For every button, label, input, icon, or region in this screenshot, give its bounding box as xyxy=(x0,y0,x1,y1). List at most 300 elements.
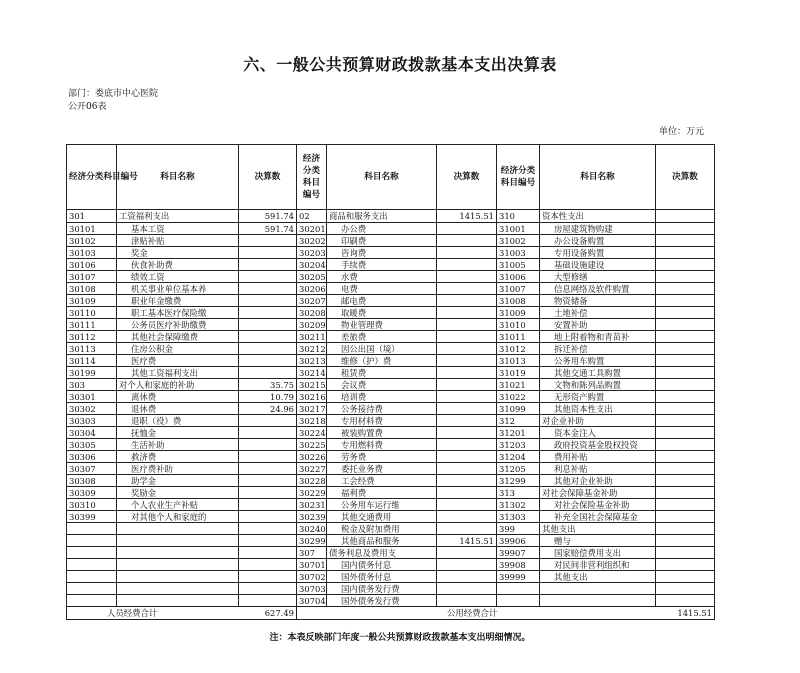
cell-amount-2 xyxy=(437,283,497,295)
table-row xyxy=(67,535,715,547)
cell-amount-2 xyxy=(437,511,497,523)
cell-amount-1 xyxy=(239,487,297,499)
cell-amount-1 xyxy=(239,427,297,439)
cell-amount-3 xyxy=(656,235,715,247)
cell-name-1: 其他工资福利支出 xyxy=(117,367,239,379)
cell-amount-2 xyxy=(437,235,497,247)
cell-code-1: 30111 xyxy=(67,319,117,331)
cell-code-2: 30216 xyxy=(297,391,327,403)
cell-name-3: 其他对企业补助 xyxy=(540,475,656,487)
cell-amount-3 xyxy=(656,295,715,307)
cell-code-2: 30227 xyxy=(297,463,327,475)
cell-code-1 xyxy=(67,523,117,535)
cell-amount-2 xyxy=(437,367,497,379)
header-code-1: 经济分类科目编号 xyxy=(67,145,117,210)
cell-code-2: 30215 xyxy=(297,379,327,391)
cell-code-2: 30204 xyxy=(297,259,327,271)
cell-code-3 xyxy=(497,595,540,607)
cell-name-1: 离休费 xyxy=(117,391,239,403)
cell-name-1: 救济费 xyxy=(117,451,239,463)
cell-amount-3 xyxy=(656,331,715,343)
table-row xyxy=(67,559,715,571)
cell-name-2: 印刷费 xyxy=(327,235,437,247)
cell-code-2: 30225 xyxy=(297,439,327,451)
cell-code-2: 30226 xyxy=(297,451,327,463)
cell-code-1: 30301 xyxy=(67,391,117,403)
cell-code-2: 30203 xyxy=(297,247,327,259)
cell-code-1 xyxy=(67,595,117,607)
table-row xyxy=(67,511,715,523)
cell-name-2: 因公出国（境） xyxy=(327,343,437,355)
cell-code-1: 30305 xyxy=(67,439,117,451)
cell-name-1 xyxy=(117,535,239,547)
table-body xyxy=(67,210,715,607)
cell-amount-1 xyxy=(239,463,297,475)
cell-code-2: 30202 xyxy=(297,235,327,247)
cell-code-2: 30224 xyxy=(297,427,327,439)
cell-amount-2 xyxy=(437,559,497,571)
cell-name-3: 其他交通工具购置 xyxy=(540,367,656,379)
header-code-3: 经济分类科目编号 xyxy=(497,145,540,210)
cell-name-1 xyxy=(117,583,239,595)
cell-amount-1 xyxy=(239,475,297,487)
cell-amount-2 xyxy=(437,331,497,343)
header-amount-1: 决算数 xyxy=(239,145,297,210)
table-row xyxy=(67,367,715,379)
cell-amount-3 xyxy=(656,403,715,415)
cell-name-1: 职工基本医疗保险缴 xyxy=(117,307,239,319)
cell-name-1: 基本工资 xyxy=(117,223,239,235)
cell-code-3: 312 xyxy=(497,415,540,427)
cell-code-2: 30228 xyxy=(297,475,327,487)
table-row xyxy=(67,463,715,475)
cell-code-1: 30309 xyxy=(67,487,117,499)
cell-code-2: 30211 xyxy=(297,331,327,343)
cell-code-1: 30114 xyxy=(67,355,117,367)
cell-amount-3 xyxy=(656,367,715,379)
cell-name-1: 职业年金缴费 xyxy=(117,295,239,307)
cell-code-3: 310 xyxy=(497,210,540,223)
cell-name-2: 公务用车运行维 xyxy=(327,499,437,511)
cell-code-1: 30102 xyxy=(67,235,117,247)
cell-code-1: 30308 xyxy=(67,475,117,487)
cell-amount-2 xyxy=(437,487,497,499)
cell-amount-3 xyxy=(656,475,715,487)
table-row xyxy=(67,295,715,307)
cell-amount-2 xyxy=(437,259,497,271)
cell-name-3: 专用设备购置 xyxy=(540,247,656,259)
cell-amount-3 xyxy=(656,511,715,523)
cell-code-1: 30107 xyxy=(67,271,117,283)
cell-code-2: 30205 xyxy=(297,271,327,283)
cell-amount-1 xyxy=(239,595,297,607)
cell-code-1: 30306 xyxy=(67,451,117,463)
cell-amount-1 xyxy=(239,247,297,259)
header-code-2: 经济分类科目编号 xyxy=(297,145,327,210)
cell-amount-3 xyxy=(656,523,715,535)
cell-name-3: 对社会保险基金补助 xyxy=(540,499,656,511)
cell-name-3: 资本性支出 xyxy=(540,210,656,223)
cell-amount-3 xyxy=(656,439,715,451)
cell-name-1: 其他社会保障缴费 xyxy=(117,331,239,343)
cell-name-2: 维修（护）费 xyxy=(327,355,437,367)
cell-code-1 xyxy=(67,535,117,547)
cell-amount-2 xyxy=(437,571,497,583)
cell-name-3: 赠与 xyxy=(540,535,656,547)
cell-code-2: 30208 xyxy=(297,307,327,319)
cell-code-1: 30101 xyxy=(67,223,117,235)
cell-code-3: 39908 xyxy=(497,559,540,571)
cell-name-3: 物资储备 xyxy=(540,295,656,307)
cell-code-1 xyxy=(67,547,117,559)
cell-code-2: 30214 xyxy=(297,367,327,379)
cell-name-3: 对民间非营利组织和 xyxy=(540,559,656,571)
cell-amount-3 xyxy=(656,391,715,403)
cell-amount-2 xyxy=(437,223,497,235)
cell-amount-1 xyxy=(239,319,297,331)
cell-amount-2 xyxy=(437,271,497,283)
cell-name-1: 津贴补贴 xyxy=(117,235,239,247)
cell-code-3: 39999 xyxy=(497,571,540,583)
cell-name-1 xyxy=(117,595,239,607)
cell-code-1: 30399 xyxy=(67,511,117,523)
cell-code-2: 30240 xyxy=(297,523,327,535)
cell-name-2: 手续费 xyxy=(327,259,437,271)
cell-code-3: 31008 xyxy=(497,295,540,307)
table-row xyxy=(67,391,715,403)
cell-amount-1 xyxy=(239,583,297,595)
table-row xyxy=(67,331,715,343)
cell-code-1 xyxy=(67,583,117,595)
cell-amount-2 xyxy=(437,451,497,463)
cell-name-3: 其他支出 xyxy=(540,523,656,535)
table-row xyxy=(67,355,715,367)
cell-name-2: 被装购置费 xyxy=(327,427,437,439)
cell-amount-2 xyxy=(437,295,497,307)
cell-name-2: 专用材料费 xyxy=(327,415,437,427)
table-row xyxy=(67,283,715,295)
public-total-label: 公用经费合计 xyxy=(447,608,498,618)
cell-amount-1 xyxy=(239,511,297,523)
cell-name-1: 奖励金 xyxy=(117,487,239,499)
cell-amount-3 xyxy=(656,283,715,295)
cell-amount-2 xyxy=(437,391,497,403)
cell-code-3: 39907 xyxy=(497,547,540,559)
table-row xyxy=(67,343,715,355)
cell-code-1: 30304 xyxy=(67,427,117,439)
personnel-total-cell xyxy=(67,607,297,620)
cell-name-3: 地上附着物和青苗补 xyxy=(540,331,656,343)
cell-code-2: 30299 xyxy=(297,535,327,547)
form-number: 公开06表 xyxy=(68,102,107,112)
cell-amount-1: 35.75 xyxy=(239,379,297,391)
cell-amount-2 xyxy=(437,319,497,331)
cell-code-3: 31203 xyxy=(497,439,540,451)
cell-code-3 xyxy=(497,583,540,595)
cell-code-3: 31299 xyxy=(497,475,540,487)
cell-amount-3 xyxy=(656,463,715,475)
cell-name-1: 抚恤金 xyxy=(117,427,239,439)
cell-code-1: 30113 xyxy=(67,343,117,355)
table-row xyxy=(67,499,715,511)
cell-amount-3 xyxy=(656,355,715,367)
cell-amount-1: 591.74 xyxy=(239,223,297,235)
cell-code-2: 30206 xyxy=(297,283,327,295)
table-row xyxy=(67,210,715,223)
cell-code-3: 31006 xyxy=(497,271,540,283)
header-amount-2: 决算数 xyxy=(437,145,497,210)
cell-name-3: 国家赔偿费用支出 xyxy=(540,547,656,559)
cell-code-3: 31021 xyxy=(497,379,540,391)
footnote: 注：本表反映部门年度一般公共预算财政拨款基本支出明细情况。 xyxy=(269,633,531,643)
cell-amount-2 xyxy=(437,463,497,475)
cell-name-1: 助学金 xyxy=(117,475,239,487)
cell-amount-3 xyxy=(656,271,715,283)
cell-code-1 xyxy=(67,571,117,583)
cell-amount-2 xyxy=(437,427,497,439)
cell-amount-3 xyxy=(656,595,715,607)
cell-code-3: 31005 xyxy=(497,259,540,271)
header-amount-3: 决算数 xyxy=(656,145,715,210)
table-row xyxy=(67,259,715,271)
cell-name-2: 培训费 xyxy=(327,391,437,403)
department-label: 部门：娄底市中心医院 xyxy=(68,89,159,99)
cell-name-3: 其他资本性支出 xyxy=(540,403,656,415)
cell-amount-1 xyxy=(239,295,297,307)
public-total-value: 1415.51 xyxy=(677,608,712,618)
cell-amount-2 xyxy=(437,499,497,511)
cell-code-3: 31009 xyxy=(497,307,540,319)
cell-name-2: 债务利息及费用支 xyxy=(327,547,437,559)
table-row xyxy=(67,427,715,439)
cell-code-2: 02 xyxy=(297,210,327,223)
cell-code-3: 31013 xyxy=(497,355,540,367)
cell-name-2: 国内债务发行费 xyxy=(327,583,437,595)
cell-code-3: 31019 xyxy=(497,367,540,379)
cell-name-1 xyxy=(117,547,239,559)
cell-code-3: 31022 xyxy=(497,391,540,403)
cell-amount-2 xyxy=(437,523,497,535)
cell-amount-1 xyxy=(239,499,297,511)
cell-code-2: 30231 xyxy=(297,499,327,511)
cell-amount-1 xyxy=(239,415,297,427)
cell-name-1: 奖金 xyxy=(117,247,239,259)
cell-amount-2 xyxy=(437,307,497,319)
cell-code-2: 30201 xyxy=(297,223,327,235)
cell-code-3: 31099 xyxy=(497,403,540,415)
header-name-2: 科目名称 xyxy=(327,145,437,210)
cell-name-3: 土地补偿 xyxy=(540,307,656,319)
cell-name-2: 国外债务付息 xyxy=(327,571,437,583)
cell-amount-2 xyxy=(437,343,497,355)
cell-amount-2: 1415.51 xyxy=(437,535,497,547)
cell-code-1: 30110 xyxy=(67,307,117,319)
cell-amount-2 xyxy=(437,547,497,559)
cell-amount-2: 1415.51 xyxy=(437,210,497,223)
cell-amount-1 xyxy=(239,259,297,271)
cell-code-1: 30109 xyxy=(67,295,117,307)
table-row xyxy=(67,523,715,535)
cell-code-1: 301 xyxy=(67,210,117,223)
cell-name-1: 个人农业生产补贴 xyxy=(117,499,239,511)
cell-name-1 xyxy=(117,559,239,571)
cell-name-3: 办公设备购置 xyxy=(540,235,656,247)
table-row xyxy=(67,271,715,283)
cell-name-3: 费用补贴 xyxy=(540,451,656,463)
cell-name-2: 电费 xyxy=(327,283,437,295)
cell-code-2: 307 xyxy=(297,547,327,559)
cell-amount-3 xyxy=(656,379,715,391)
cell-code-3: 31011 xyxy=(497,331,540,343)
cell-name-2: 差旅费 xyxy=(327,331,437,343)
cell-name-2: 取暖费 xyxy=(327,307,437,319)
cell-name-2: 租赁费 xyxy=(327,367,437,379)
cell-amount-3 xyxy=(656,259,715,271)
cell-name-1 xyxy=(117,523,239,535)
cell-name-1: 医疗费 xyxy=(117,355,239,367)
cell-name-1: 退职（役）费 xyxy=(117,415,239,427)
totals-row xyxy=(67,607,715,620)
cell-name-2: 办公费 xyxy=(327,223,437,235)
cell-amount-1 xyxy=(239,451,297,463)
cell-amount-1 xyxy=(239,559,297,571)
personnel-total-value: 627.49 xyxy=(264,608,294,618)
cell-code-3: 31003 xyxy=(497,247,540,259)
personnel-total-label: 人员经费合计 xyxy=(107,608,158,618)
cell-amount-1 xyxy=(239,535,297,547)
cell-code-3: 31303 xyxy=(497,511,540,523)
cell-code-1 xyxy=(67,559,117,571)
cell-name-2: 邮电费 xyxy=(327,295,437,307)
cell-code-1: 30302 xyxy=(67,403,117,415)
cell-amount-1 xyxy=(239,523,297,535)
cell-amount-1 xyxy=(239,235,297,247)
cell-code-1: 30307 xyxy=(67,463,117,475)
cell-code-2: 30702 xyxy=(297,571,327,583)
cell-name-1: 绩效工资 xyxy=(117,271,239,283)
cell-amount-3 xyxy=(656,307,715,319)
cell-code-1: 30112 xyxy=(67,331,117,343)
cell-code-3: 31204 xyxy=(497,451,540,463)
cell-code-3: 399 xyxy=(497,523,540,535)
cell-name-3: 信息网络及软件购置 xyxy=(540,283,656,295)
expenditure-table xyxy=(66,144,715,620)
cell-code-3: 31302 xyxy=(497,499,540,511)
cell-code-2: 30218 xyxy=(297,415,327,427)
cell-name-2: 商品和服务支出 xyxy=(327,210,437,223)
cell-amount-2 xyxy=(437,583,497,595)
cell-amount-3 xyxy=(656,535,715,547)
table-row xyxy=(67,415,715,427)
cell-name-3 xyxy=(540,583,656,595)
cell-amount-1 xyxy=(239,571,297,583)
cell-amount-3 xyxy=(656,499,715,511)
cell-name-2: 国外债务发行费 xyxy=(327,595,437,607)
cell-name-1: 对其他个人和家庭的 xyxy=(117,511,239,523)
cell-code-2: 30212 xyxy=(297,343,327,355)
cell-name-3: 基础设施建设 xyxy=(540,259,656,271)
cell-name-2: 工会经费 xyxy=(327,475,437,487)
cell-name-2: 物业管理费 xyxy=(327,319,437,331)
table-row xyxy=(67,307,715,319)
cell-amount-3 xyxy=(656,571,715,583)
cell-amount-3 xyxy=(656,319,715,331)
cell-name-2: 劳务费 xyxy=(327,451,437,463)
table-row xyxy=(67,583,715,595)
cell-name-2: 国内债务付息 xyxy=(327,559,437,571)
header-name-3: 科目名称 xyxy=(540,145,656,210)
table-row xyxy=(67,547,715,559)
cell-amount-3 xyxy=(656,559,715,571)
cell-amount-2 xyxy=(437,595,497,607)
cell-code-3: 31012 xyxy=(497,343,540,355)
cell-amount-3 xyxy=(656,343,715,355)
cell-name-2: 会议费 xyxy=(327,379,437,391)
cell-code-3: 39906 xyxy=(497,535,540,547)
cell-amount-2 xyxy=(437,247,497,259)
cell-name-2: 其他交通费用 xyxy=(327,511,437,523)
table-row xyxy=(67,451,715,463)
cell-amount-3 xyxy=(656,247,715,259)
cell-name-2: 委托业务费 xyxy=(327,463,437,475)
cell-amount-1 xyxy=(239,331,297,343)
cell-name-1: 退休费 xyxy=(117,403,239,415)
cell-code-1: 30108 xyxy=(67,283,117,295)
cell-amount-3 xyxy=(656,451,715,463)
cell-name-3: 补充全国社会保障基金 xyxy=(540,511,656,523)
table-row xyxy=(67,403,715,415)
cell-name-1: 工资福利支出 xyxy=(117,210,239,223)
cell-name-3: 文物和陈列品购置 xyxy=(540,379,656,391)
cell-code-2: 30229 xyxy=(297,487,327,499)
cell-name-3: 资本金注入 xyxy=(540,427,656,439)
cell-name-3: 对社会保障基金补助 xyxy=(540,487,656,499)
cell-name-1: 医疗费补助 xyxy=(117,463,239,475)
cell-name-3: 公务用车购置 xyxy=(540,355,656,367)
table-row xyxy=(67,571,715,583)
cell-name-1 xyxy=(117,571,239,583)
table-row xyxy=(67,247,715,259)
cell-code-1: 30199 xyxy=(67,367,117,379)
cell-name-3 xyxy=(540,595,656,607)
cell-name-3: 房屋建筑物购建 xyxy=(540,223,656,235)
cell-name-2: 福利费 xyxy=(327,487,437,499)
table-row xyxy=(67,439,715,451)
cell-code-2: 30209 xyxy=(297,319,327,331)
page-title: 六、一般公共预算财政拨款基本支出决算表 xyxy=(243,55,557,74)
cell-code-3: 31205 xyxy=(497,463,540,475)
cell-name-3: 利息补贴 xyxy=(540,463,656,475)
cell-code-2: 30217 xyxy=(297,403,327,415)
cell-amount-3 xyxy=(656,583,715,595)
cell-code-2: 30704 xyxy=(297,595,327,607)
cell-name-3: 无形资产购置 xyxy=(540,391,656,403)
table-row xyxy=(67,235,715,247)
cell-amount-3 xyxy=(656,415,715,427)
cell-code-3: 31201 xyxy=(497,427,540,439)
cell-amount-1 xyxy=(239,547,297,559)
cell-code-1: 30303 xyxy=(67,415,117,427)
cell-amount-1: 24.96 xyxy=(239,403,297,415)
cell-amount-2 xyxy=(437,415,497,427)
cell-amount-1 xyxy=(239,343,297,355)
cell-code-3: 31007 xyxy=(497,283,540,295)
header-name-1: 科目名称 xyxy=(117,145,239,210)
cell-code-1: 303 xyxy=(67,379,117,391)
cell-amount-3 xyxy=(656,210,715,223)
cell-amount-3 xyxy=(656,487,715,499)
table-row xyxy=(67,595,715,607)
